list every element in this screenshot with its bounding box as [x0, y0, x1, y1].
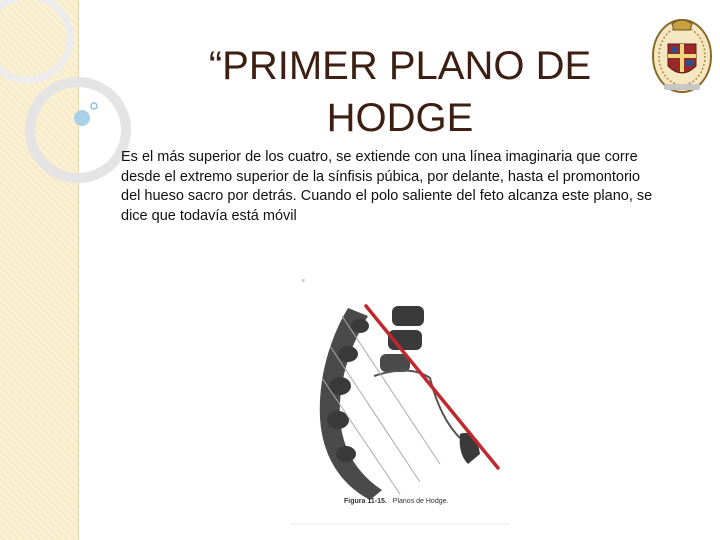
- slide-body-text: Es el más superior de los cuatro, se extiende con una línea imaginaria que corre desde el extremo superior de la sínfisis púbica, por delante, hasta el promontorio del hueso sacro por detrás. Cuando el polo saliente del feto alcanza este plano, se dice que todavía está móvil: [121, 149, 653, 224]
- hodge-planes-figure: [290, 268, 510, 530]
- title-line-2: HODGE: [326, 96, 474, 140]
- university-seal-icon: [650, 14, 714, 96]
- decorative-bubble-large: [74, 110, 90, 126]
- figure-caption-text: Planos de Hodge.: [392, 498, 449, 505]
- figure-caption: [344, 498, 448, 505]
- decorative-bubble-small: [91, 103, 97, 109]
- decorative-ring-top: [0, 0, 70, 80]
- slide-title: [150, 40, 650, 144]
- figure-caption-number: Figura 11-15.: [344, 498, 387, 505]
- svg-text:e: e: [302, 278, 305, 284]
- title-line-1: “PRIMER PLANO DE: [208, 44, 592, 88]
- decorative-ring-large: [30, 82, 126, 178]
